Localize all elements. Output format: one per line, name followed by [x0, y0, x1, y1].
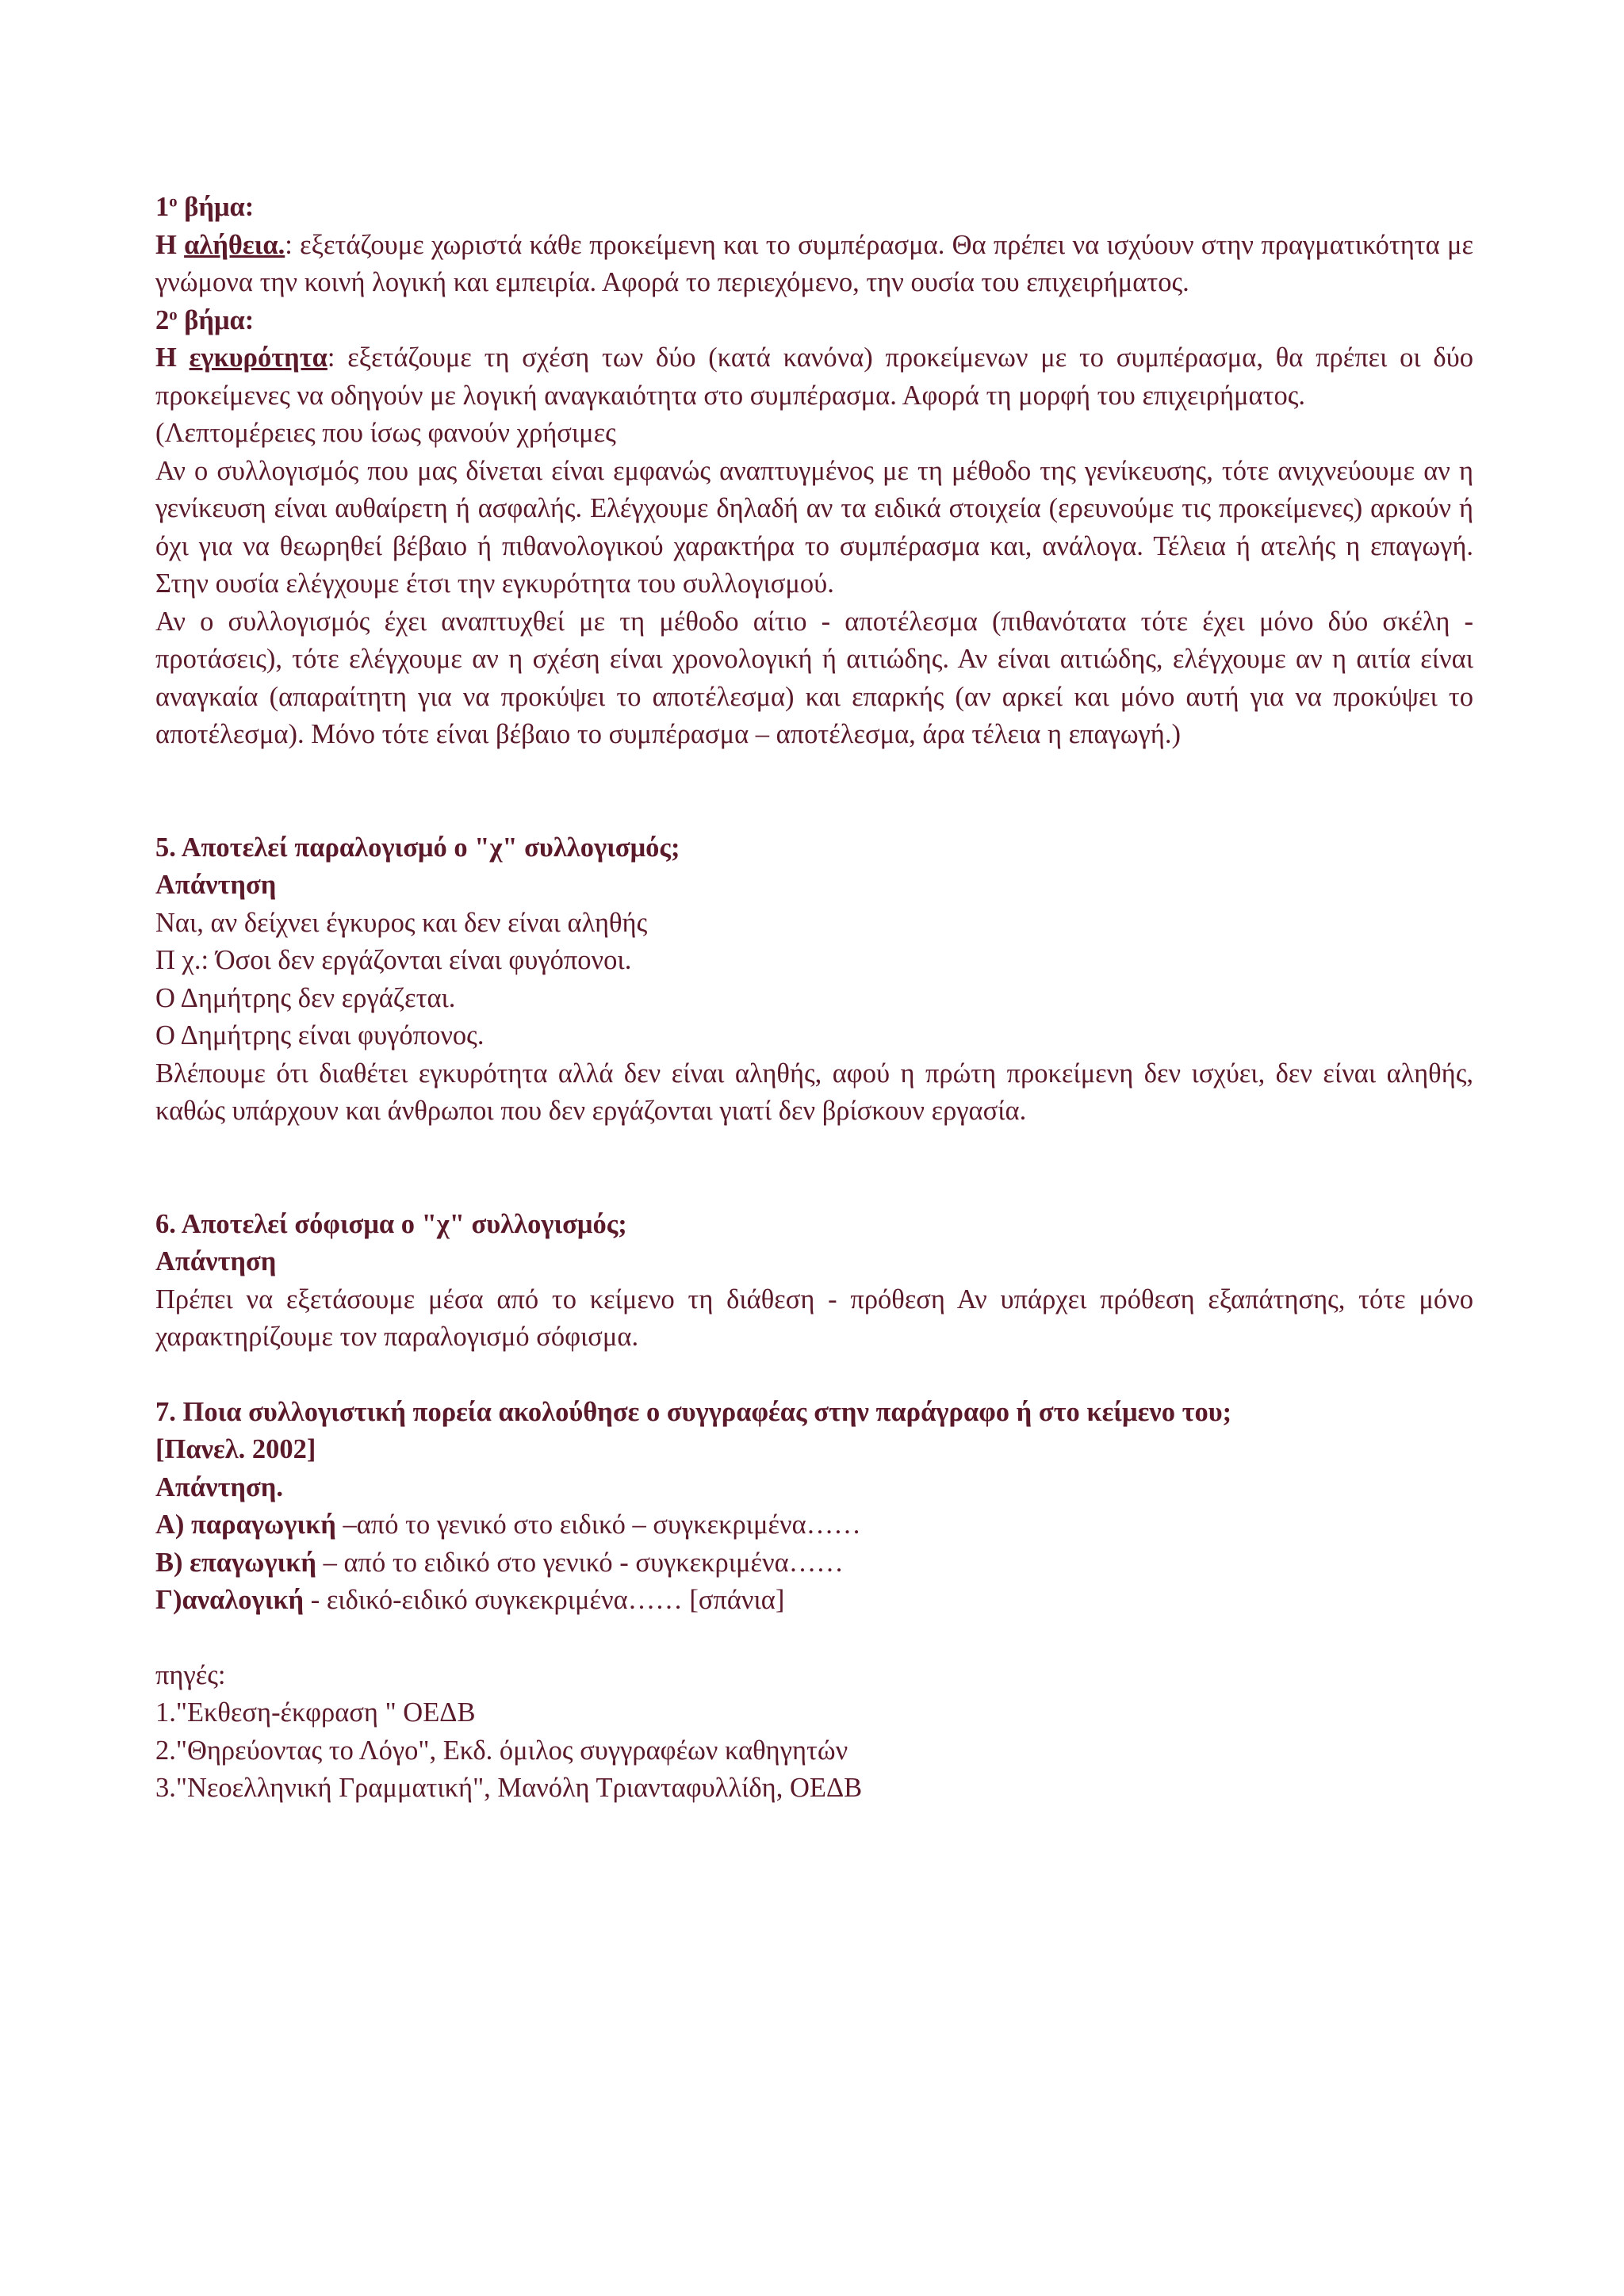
truth-article: Η [155, 229, 185, 260]
step1-word: βήμα: [177, 192, 255, 222]
details-paragraph-1: Αν ο συλλογισμός που μας δίνεται είναι εμφανώς αναπτυγμένος με τη μέθοδο της γενίκευσης, τότε ανιχνεύουμε αν η γενίκευση είναι αυθαίρετη ή ασφαλής. Ελέγχουμε δηλαδή αν τα ειδικά στοιχεία (ερευνούμε τις προκείμενες) αρκούν ή όχι για να θεωρηθεί βέβαιο ή πιθανολογικού χαρακτήρα το συμπέρασμα και, ανάλογα. Τέλεια ή ατελής η επαγωγή. Στην ουσία ελέγχουμε έτσι την εγκυρότητα του συλλογισμού. [155, 455, 1473, 599]
q7-question: 7. Ποια συλλογιστική πορεία ακολούθησε ο συγγραφέας στην παράγραφο ή στο κείμενο του; [155, 1396, 1232, 1427]
validity-term: εγκυρότητα [189, 342, 327, 373]
q5-line: Ο Δημήτρης είναι φυγόπονος. [155, 1020, 485, 1050]
q7-option-c-term: Γ)αναλογική [155, 1585, 304, 1615]
q6-answer: Πρέπει να εξετάσουμε μέσα από το κείμενο τη διάθεση - πρόθεση Αν υπάρχει πρόθεση εξαπάτησης, τότε μόνο χαρακτηρίζουμε τον παραλογισμό σόφισμα. [155, 1284, 1473, 1352]
step1-ordinal: ο [169, 193, 178, 211]
question-5 [155, 829, 1473, 1131]
step2-number: 2 [155, 304, 170, 335]
sources-label: πηγές: [155, 1659, 226, 1690]
q5-answer-label: Απάντηση [155, 870, 277, 900]
truth-paragraph [155, 227, 1473, 302]
q5-conclusion: Βλέπουμε ότι διαθέτει εγκυρότητα αλλά δεν είναι αληθής, αφού η πρώτη προκείμενη δεν ισχύει, δεν είναι αληθής, καθώς υπάρχουν και άνθρωποι που δεν εργάζονται γιατί δεν βρίσκουν εργασία. [155, 1058, 1473, 1126]
source-item: 2."Θηρεύοντας το Λόγο", Εκδ. όμιλος συγγραφέων καθηγητών [155, 1735, 848, 1766]
step2-word: βήμα: [177, 304, 255, 335]
validity-text: : εξετάζουμε τη σχέση των δύο (κατά κανόνα) προκείμενων με το συμπέρασμα, θα πρέπει οι δύο προκείμενες να οδηγούν με λογική αναγκαιότητα στο συμπέρασμα. Αφορά τη μορφή του επιχειρήματος. [155, 342, 1473, 411]
sources [155, 1657, 1473, 1808]
q7-option-b [155, 1544, 1473, 1582]
details-intro: (Λεπτομέρειες που ίσως φανούν χρήσιμες [155, 418, 616, 448]
validity-article: Η [155, 342, 190, 373]
truth-text: : εξετάζουμε χωριστά κάθε προκείμενη και το συμπέρασμα. Θα πρέπει να ισχύουν στην πραγματικότητα με γνώμονα την κοινή λογική και εμπειρία. Αφορά το περιεχόμενο, την ουσία του επιχειρήματος. [155, 229, 1473, 297]
q7-option-b-text: – από το ειδικό στο γενικό - συγκεκριμένα…… [316, 1547, 844, 1578]
q7-answer-label: Απάντηση. [155, 1471, 283, 1502]
details-paragraph-2: Αν ο συλλογισμός έχει αναπτυχθεί με τη μέθοδο αίτιο - αποτέλεσμα (πιθανότατα τότε έχει μόνο δύο σκέλη - προτάσεις), τότε ελέγχουμε αν η σχέση είναι χρονολογική ή αιτιώδης. Αν είναι αιτιώδης, ελέγχουμε αν η αιτία είναι αναγκαία (απαραίτητη για να προκύψει το αποτέλεσμα) και επαρκής (αν αρκεί και μόνο αυτή για να προκύψει το αποτέλεσμα). Μόνο τότε είναι βέβαιο το συμπέρασμα – αποτέλεσμα, άρα τέλεια η επαγωγή.) [155, 606, 1473, 749]
question-7 [155, 1394, 1473, 1620]
source-item: 1."Εκθεση-έκφραση " ΟΕΔΒ [155, 1697, 476, 1728]
step2-ordinal: ο [169, 306, 178, 324]
q7-option-c [155, 1582, 1473, 1620]
section-steps [155, 189, 1473, 754]
step2-heading [155, 302, 1473, 340]
q7-option-c-text: - ειδικό-ειδικό συγκεκριμένα…… [σπάνια] [304, 1585, 785, 1615]
validity-paragraph [155, 339, 1473, 415]
source-item: 3."Νεοελληνική Γραμματική", Μανόλη Τριανταφυλλίδη, ΟΕΔΒ [155, 1773, 863, 1803]
q5-line: Ο Δημήτρης δεν εργάζεται. [155, 982, 456, 1013]
q7-option-a [155, 1506, 1473, 1544]
q6-answer-label: Απάντηση [155, 1246, 277, 1276]
question-6 [155, 1206, 1473, 1357]
q7-option-a-term: Α) παραγωγική [155, 1510, 336, 1540]
step1-number: 1 [155, 192, 170, 222]
truth-term: αλήθεια. [184, 229, 285, 260]
q7-option-a-text: –από το γενικό στο ειδικό – συγκεκριμένα…… [335, 1510, 861, 1540]
step1-heading [155, 189, 1473, 227]
q7-option-b-term: Β) επαγωγική [155, 1547, 316, 1578]
q7-exam-tag: [Πανελ. 2002] [155, 1434, 316, 1464]
q6-question: 6. Αποτελεί σόφισμα ο "χ" συλλογισμός; [155, 1208, 627, 1239]
q5-question: 5. Αποτελεί παραλογισμό ο "χ" συλλογισμός; [155, 832, 680, 863]
q5-line: Π χ.: Όσοι δεν εργάζονται είναι φυγόπονοι. [155, 945, 632, 975]
q5-line: Ναι, αν δείχνει έγκυρος και δεν είναι αληθής [155, 907, 648, 938]
